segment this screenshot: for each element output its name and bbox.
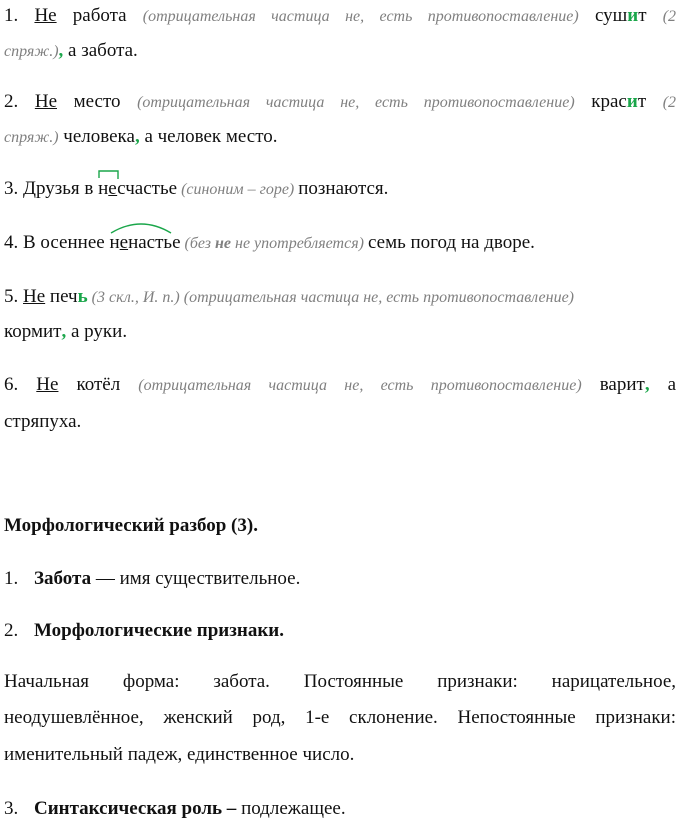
conjugation-note: (2 [662, 94, 677, 111]
example-number: 6. [4, 374, 19, 395]
example-text: 3. Друзья в [4, 178, 99, 199]
item-bold: Морфологические признаки. [34, 620, 284, 641]
example-tail: а человек место. [139, 126, 278, 147]
example-6-line-1 [4, 373, 676, 398]
example-word: место [57, 91, 138, 112]
word-nenastye: ненастье [109, 231, 180, 255]
example-word: печ [45, 286, 78, 307]
example-word: человека [58, 126, 135, 147]
paragraph-line: именительный падеж, единственное число. [4, 744, 355, 765]
example-word: кормит [4, 321, 62, 342]
analysis-item-1 [4, 567, 300, 591]
example-word: котёл [58, 374, 139, 395]
particle-ne: Не [34, 5, 57, 26]
verb-sushit: сушит [594, 5, 663, 26]
particle-ne: Не [23, 286, 46, 307]
example-tail: а забота. [63, 40, 138, 61]
grammar-comment: (без [180, 235, 216, 252]
grammar-comment: (отрицательная частица не, есть противопоставление) [138, 377, 582, 394]
example-number: 1. [4, 5, 19, 26]
example-tail: семь погод на дворе. [367, 232, 535, 253]
list-number: 2. [4, 620, 19, 641]
paragraph-line: неодушевлённое, женский род, 1-е склонение. Непостоянные признаки: [4, 707, 676, 728]
list-number: 3. [4, 798, 19, 819]
grammar-comment: (отрицательная частица не, есть противопоставление) [137, 94, 575, 111]
grammar-comment: не употребляется) [231, 235, 368, 252]
example-tail: стряпуха. [4, 411, 82, 432]
item-bold: Забота [34, 568, 92, 589]
example-3-line [4, 177, 388, 202]
example-6-line-2 [4, 410, 81, 434]
item-text: — имя существительное. [91, 568, 301, 589]
analysis-item-2 [4, 619, 284, 643]
soft-sign-mark: ь [77, 286, 88, 307]
grammar-comment: (3 скл., И. п.) (отрицательная частица не, есть противопоставление) [87, 289, 574, 306]
example-tail: а руки. [66, 321, 128, 342]
example-2-line-2 [4, 125, 278, 150]
comma-mark: , [134, 126, 140, 147]
example-2-line-1 [4, 90, 676, 115]
example-5-line-1 [4, 285, 574, 310]
particle-ne: Не [34, 91, 57, 112]
example-5-line-2 [4, 320, 127, 344]
verb-krasit: красит [591, 91, 663, 112]
item-text: подлежащее. [236, 798, 346, 819]
grammar-comment-bold: не [215, 235, 231, 252]
grammar-comment: (отрицательная частица не, есть противопоставление) [142, 8, 579, 25]
example-4-line [4, 231, 535, 256]
example-tail: познаются. [298, 178, 389, 199]
example-text: 4. В осеннее [4, 232, 110, 253]
verb-varit: варит, [599, 374, 650, 395]
example-number: 2. [4, 91, 19, 112]
paragraph-line: Начальная форма: забота. Постоянные признаки: нарицательное, [4, 671, 676, 692]
example-1-line-2 [4, 39, 138, 64]
item-bold: Синтаксическая роль – [34, 798, 237, 819]
analysis-item-3 [4, 797, 346, 821]
conjugation-note: спряж.) [4, 129, 59, 146]
example-number: 5. [4, 286, 19, 307]
section-title: Морфологический разбор (3). [4, 515, 258, 536]
conjugation-note: (2 [662, 8, 677, 25]
example-tail: а [667, 374, 677, 395]
particle-ne: Не [36, 374, 59, 395]
word-neschastye: несчастье [98, 177, 177, 201]
grammar-comment: (синоним – горе) [177, 181, 299, 198]
conjugation-note: спряж.) [4, 43, 59, 60]
comma-mark: , [61, 321, 67, 342]
comma-mark: , [58, 40, 64, 61]
list-number: 1. [4, 568, 19, 589]
example-1-line-1 [4, 4, 676, 29]
example-word: работа [56, 5, 143, 26]
